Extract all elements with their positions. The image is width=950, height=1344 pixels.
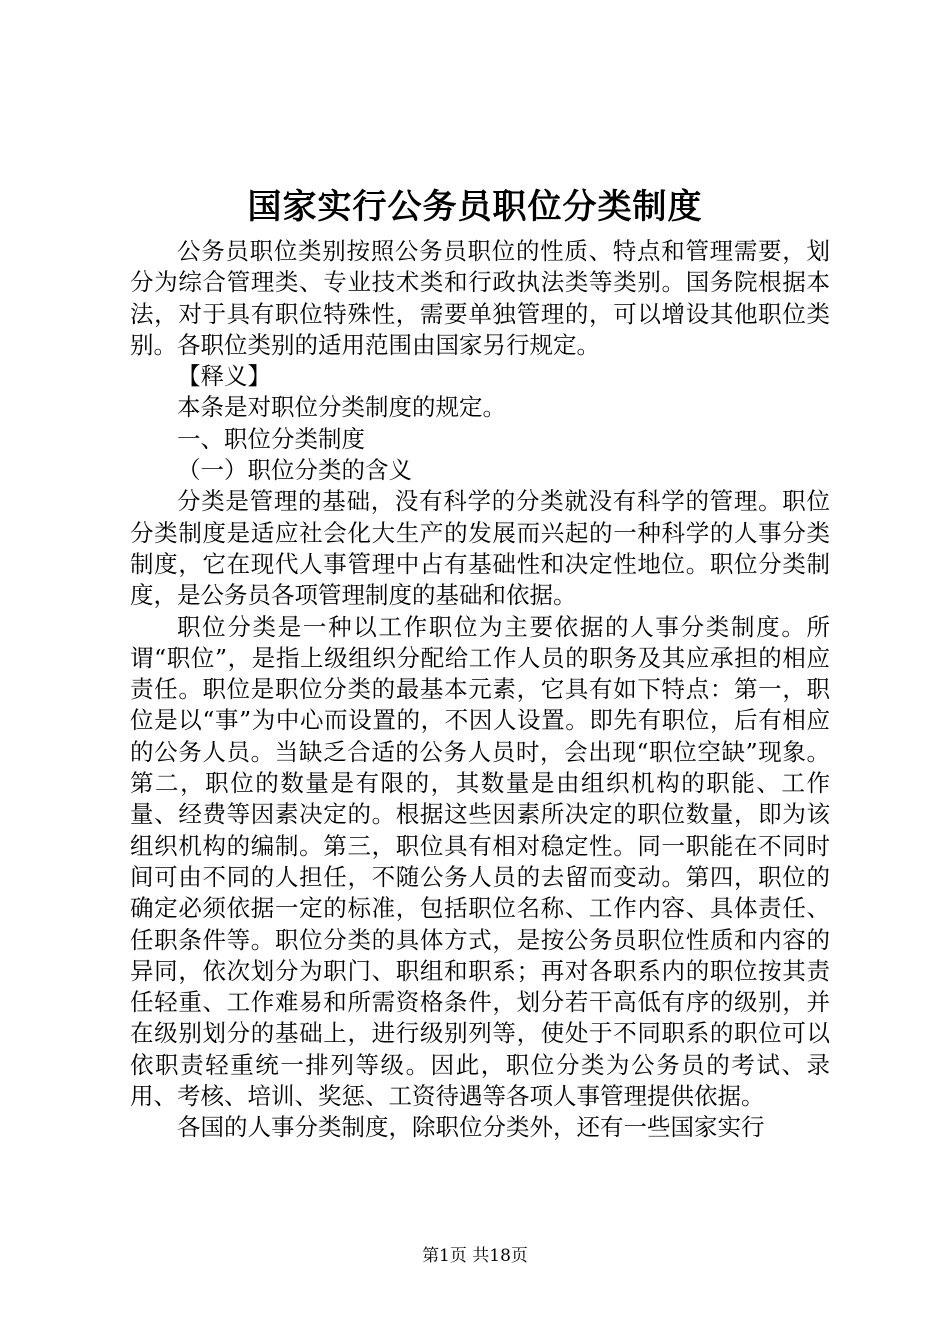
paragraph-other-systems: 各国的人事分类制度，除职位分类外，还有一些国家实行 (177, 1113, 765, 1142)
section-heading-1: 一、职位分类制度 (177, 424, 365, 453)
page-footer: 第1页 共18页 (422, 1246, 528, 1266)
paragraph-position-definition: 职位分类是一种以工作职位为主要依据的人事分类制度。所谓“职位”，是指上级组织分配给工作人员的职务及其应承担的相应责任。职位是职位分类的最基本元素，它具有如下特点：第一，职位是以“事”为中心而设置的，不因人设置。即先有职位，后有相应的公务人员。当缺乏合适的公务人员时，会出现“职位空缺”现象。第二，职位的数量是有限的，其数量是由组织机构的职能、工作量、经费等因素决定的。根据这些因素所决定的职位数量，即为该组织机构的编制。第三，职位具有相对稳定性。同一职能在不同时间可由不同的人担任，不随公务人员的去留而变动。第四，职位的确定必须依据一定的标准，包括职位名称、工作内容、具体责任、任职条件等。职位分类的具体方式，是按公务员职位性质和内容的异同，依次划分为职门、职组和职系；再对各职系内的职位按其责任轻重、工作难易和所需资格条件，划分若干高低有序的级别，并在级别划分的基础上，进行级别列等，使处于不同职系的职位可以依职责轻重统一排列等级。因此，职位分类为公务员的考试、录用、考核、培训、奖惩、工资待遇等各项人事管理提供依据。 (130, 612, 830, 1111)
subsection-heading-1: （一）职位分类的含义 (177, 456, 412, 485)
document-title: 国家实行公务员职位分类制度 (247, 187, 703, 227)
paragraph-classification-basis: 分类是管理的基础，没有科学的分类就没有科学的管理。职位分类制度是适应社会化大生产的发展而兴起的一种科学的人事分类制度，它在现代人事管理中占有基础性和决定性地位。职位分类制度，是公务员各项管理制度的基础和依据。 (130, 487, 830, 610)
document-body (130, 236, 830, 1144)
paragraph-interpretation-heading: 【释义】 (177, 362, 271, 391)
paragraph-intro: 公务员职位类别按照公务员职位的性质、特点和管理需要，划分为综合管理类、专业技术类和行政执法类等类别。国务院根据本法，对于具有职位特殊性，需要单独管理的，可以增设其他职位类别。各职位类别的适用范围由国家另行规定。 (130, 237, 830, 359)
paragraph-article-note: 本条是对职位分类制度的规定。 (177, 393, 506, 422)
